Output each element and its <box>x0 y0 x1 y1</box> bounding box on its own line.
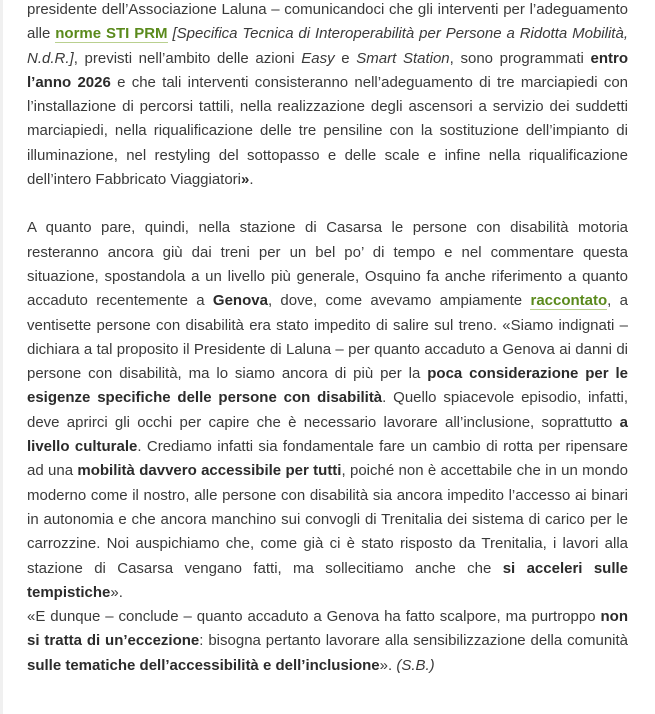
text: e che tali interventi consisteranno nell’adeguamento di tre marciapiedi con l’installazione di percorsi tattili, nella realizzazione degli ascensori a servizio dei suddetti marciapiedi, nella riqualificazione delle tre pensiline con la sostituzione dell’impianto di illuminazione, nel restyling del sottopasso e delle scale e infine nella riqualificazione dell’intero Fabbricato Viaggiatori <box>27 73 628 189</box>
text: A quanto pare, quindi, nella stazione di Casarsa le persone con disabilità motoria resteranno ancora giù dai treni per un bel po’ di tempo e nel commentare questa situazione, spostandola a un livello più generale, Osquino fa anche riferimento a quanto accaduto recentemente a <box>27 219 628 310</box>
link-raccontato[interactable]: raccontato <box>530 292 608 310</box>
text: presidente dell’Associazione Laluna – comunicandoci che gli interventi per l’adeguamento alle <box>27 1 628 43</box>
paragraph-3 <box>27 605 628 678</box>
article-body <box>27 0 628 678</box>
text: , sono programmati <box>449 49 591 67</box>
text: . <box>249 171 254 189</box>
bold-mobilita-accessibile: mobilità davvero accessibile per tutti <box>77 462 342 480</box>
text: , poiché non è accettabile che in un mondo moderno come il nostro, alle persone con disabilità sia ancora impedito l’accesso ai binari in autonomia e che ancora manchino sui convogli di Trenitalia dei sistema di carico per le carrozzine. Noi auspichiamo che, come già ci è stato risposto da Trenitalia, i lavori alla stazione di Casarsa vengano fatti, ma sollecitiamo anche che <box>27 462 629 577</box>
text: . Crediamo infatti sia fondamentale fare un cambio di rotta per ripensare ad una <box>27 438 628 480</box>
italic-easy: Easy <box>301 49 335 67</box>
bold-quote-close: » <box>241 171 250 189</box>
text: «E dunque – conclude – quanto accaduto a Genova ha fatto scalpore, ma purtroppo <box>27 608 601 626</box>
left-border <box>0 0 3 714</box>
bold-livello-culturale: a livello culturale <box>27 413 628 456</box>
paragraph-gap <box>27 192 628 216</box>
link-norme-sti-prm[interactable]: norme STI PRM <box>55 25 168 43</box>
author-initials: (S.B.) <box>396 656 435 674</box>
text: ». <box>379 656 397 674</box>
text: . Quello spiacevole episodio, infatti, deve aprirci gli occhi per capire che è necessario lavorare all’inclusione, soprattutto <box>27 389 628 431</box>
bold-genova: Genova <box>212 292 268 310</box>
text: , previsti nell’ambito delle azioni <box>73 49 302 67</box>
paragraph-2 <box>27 216 628 605</box>
bold-tematiche-inclusione: sulle tematiche dell’accessibilità e dell’inclusione <box>27 656 380 674</box>
bold-entro-2026: entro l’anno 2026 <box>27 49 629 91</box>
italic-smart-station: Smart Station <box>356 49 450 67</box>
bold-si-acceleri: si acceleri sulle tempistiche <box>27 559 628 601</box>
text: , dove, come avevamo ampiamente <box>267 292 531 310</box>
text: : bisogna pertanto lavorare alla sensibilizzazione della comunità <box>199 632 628 650</box>
text: e <box>334 49 357 67</box>
paragraph-1 <box>27 0 628 192</box>
bold-poca-considerazione: poca considerazione per le esigenze specifiche delle persone con disabilità <box>27 365 629 407</box>
text: ». <box>110 583 123 601</box>
italic-spec: [Specifica Tecnica di Interoperabilità per Persone a Ridotta Mobilità, N.d.R.] <box>27 25 628 67</box>
text: , a ventisette persone con disabilità era stato impedito di salire sul treno. «Siamo indignati – dichiara a tal proposito il Presidente di Laluna – per quanto accaduto a Genova ai danni di persone con disabilità, ma lo siamo ancora di più per la <box>27 292 628 383</box>
bold-non-eccezione: non si tratta di un’eccezione <box>27 608 628 650</box>
